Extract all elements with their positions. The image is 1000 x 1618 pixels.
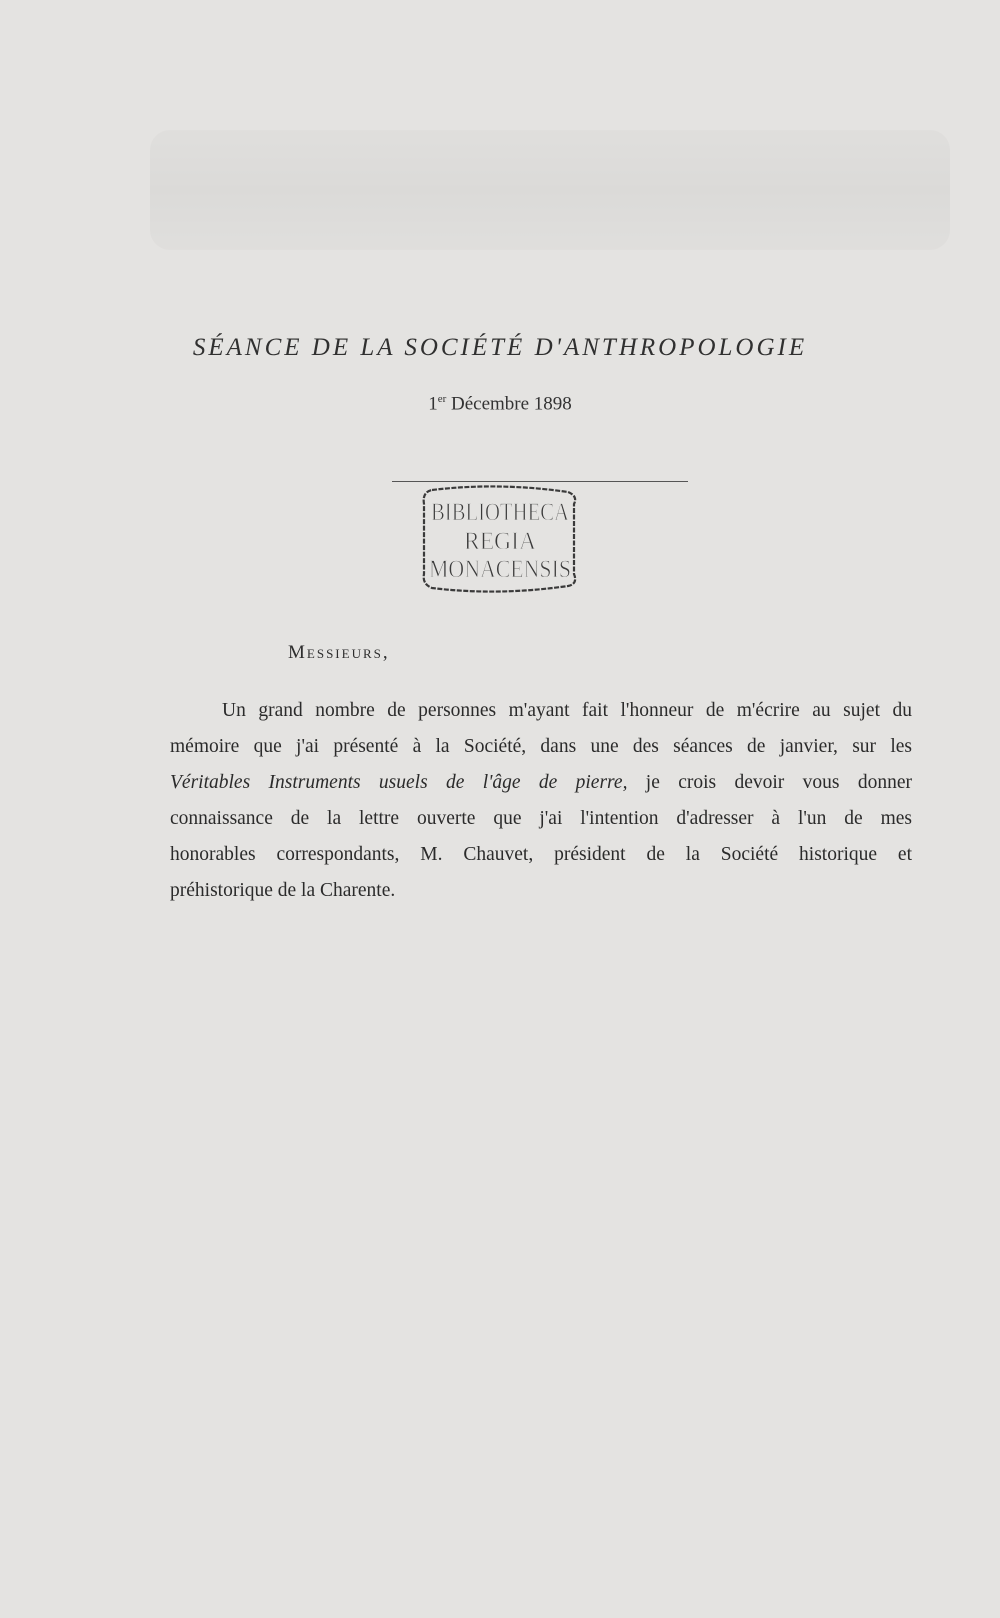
date-month-year: Décembre 1898 — [446, 393, 572, 415]
book-title-italic: Véritables Instruments usuels de l'âge de pierre, — [170, 772, 628, 793]
separator-rule — [392, 481, 688, 482]
paragraph-line-2: mémoire que j'ai présenté à la Société, dans une des séances de janvier, sur les — [170, 736, 912, 757]
stamp-line-3: MONACENSIS — [429, 556, 571, 583]
page-title: SÉANCE DE LA SOCIÉTÉ D'ANTHROPOLOGIE — [192, 334, 808, 361]
paragraph-line-3 — [170, 765, 912, 801]
session-date — [0, 393, 1000, 415]
show-through-shadow — [150, 130, 950, 250]
date-day: 1 — [428, 393, 438, 415]
paragraph-line-1: Un grand nombre de personnes m'ayant fait l'honneur de m'écrire au sujet du — [222, 700, 912, 721]
library-stamp — [418, 484, 582, 594]
paragraph-line-4: connaissance de la lettre ouverte que j'ai l'intention d'adresser à l'un de mes — [170, 808, 912, 829]
paragraph-line-6: préhistorique de la Charente. — [170, 880, 396, 901]
date-ordinal: er — [437, 393, 447, 405]
paragraph-line-5: honorables correspondants, M. Chauvet, président de la Société historique et — [170, 844, 912, 865]
salutation: Messieurs, — [288, 642, 390, 663]
body-paragraph — [170, 693, 912, 909]
paragraph-line-3-rest: je crois devoir vous donner — [627, 772, 912, 793]
stamp-line-1: BIBLIOTHECA — [431, 499, 569, 526]
stamp-line-2: REGIA — [464, 528, 536, 555]
